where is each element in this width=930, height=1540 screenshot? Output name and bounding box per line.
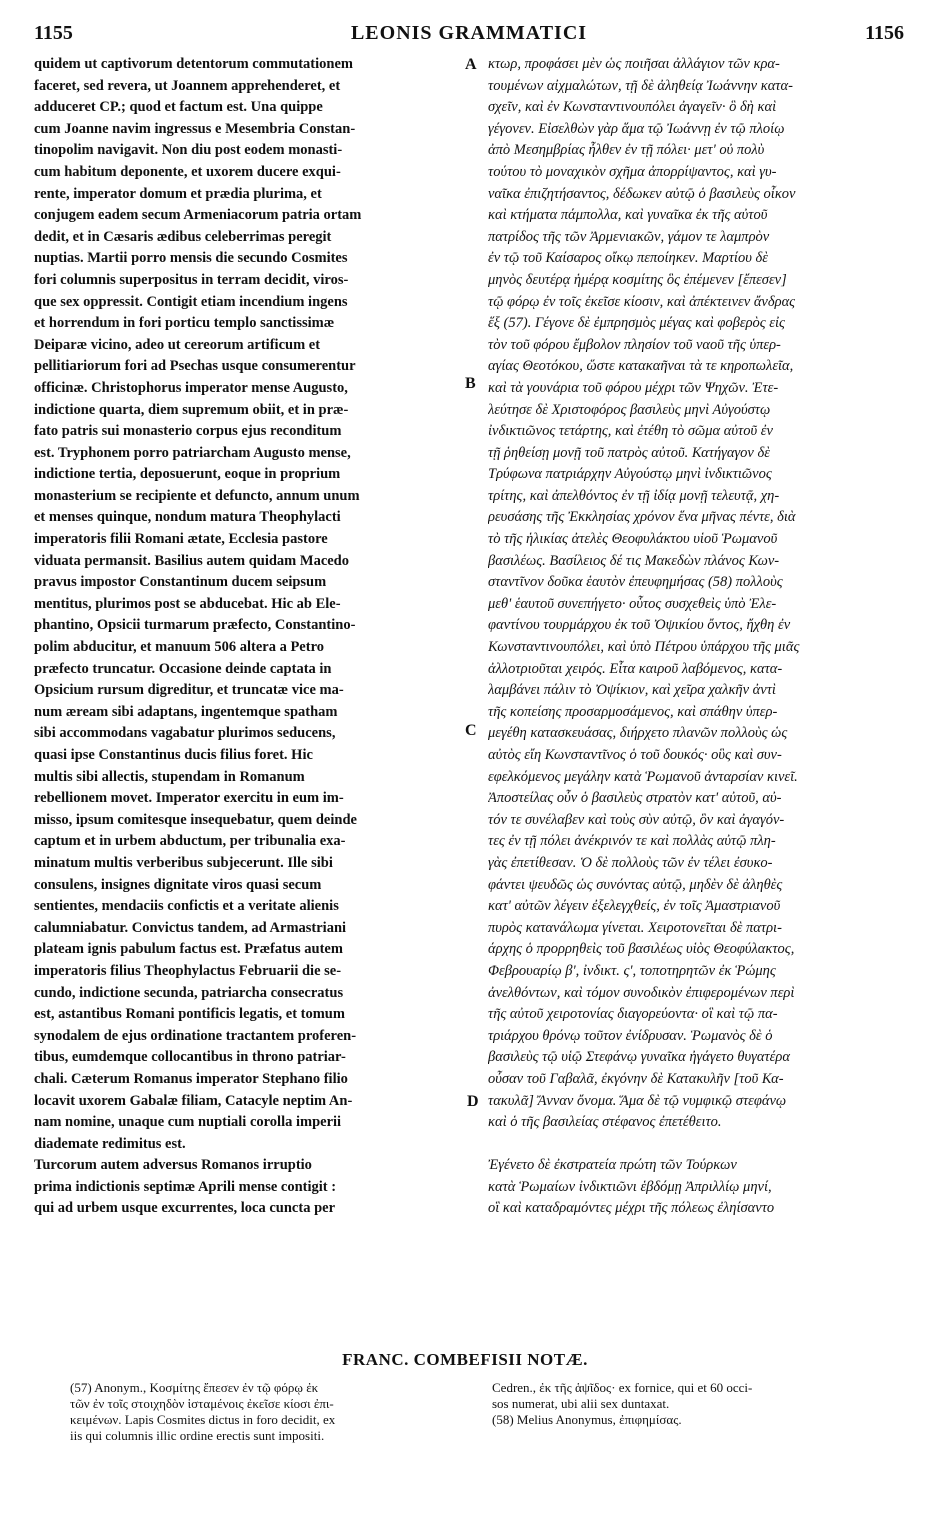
latin-text-line: rente, imperator domum et prædia plurima, et [34, 185, 322, 202]
notes-right-column [492, 1380, 902, 1428]
latin-text-line: cum Joanne navim ingressus e Mesembria Constan- [34, 120, 356, 137]
latin-text-line: polim abducitur, et manuum 506 altera a Petro [34, 639, 324, 656]
latin-text-line: num æream sibi adaptans, ingentemque spatham [34, 703, 338, 720]
note-text-line: iis qui columnis illic ordine erectis sunt impositi. [70, 1428, 325, 1443]
note-text-line: (58) Melius Anonymus, ἐπιφημίσας. [492, 1412, 682, 1427]
greek-text-line: πατρίδος τῆς τῶν Ἀρμενιακῶν, γάμον τε λαμπρὸν [488, 228, 770, 245]
margin-marker-b: B [465, 375, 476, 392]
latin-text-line: prima indictionis septimæ Aprili mense contigit : [34, 1178, 337, 1195]
latin-text-line: et menses quinque, nondum matura Theophylacti [34, 509, 341, 526]
greek-text-line: βασιλεὺς τῷ υἱῷ Στεφάνῳ γυναῖκα ἠγάγετο θυγατέρα [488, 1049, 790, 1066]
greek-text-line: Κωνσταντινουπόλει, καὶ ὑπὸ Πέτρου ὑπάρχου τῆς μιᾶς [488, 639, 800, 656]
latin-text-line: sibi accommodans vagabatur plurimos seducens, [34, 725, 336, 742]
greek-text-line: βασιλέως. Βασίλειος δέ τις Μακεδὼν πλάνος Κων- [488, 552, 780, 569]
latin-text-line: cundo, indictione secunda, patriarcha consecratus [34, 984, 344, 1001]
latin-text-line: tibus, eumdemque collocantibus in throno patriar- [34, 1049, 346, 1066]
greek-text-line: μεγέθη κατασκευάσας, διήρχετο πλανῶν πολλοὺς ὡς [488, 725, 788, 742]
latin-text-line: Deiparæ vicino, adeo ut cereorum artificum et [34, 336, 321, 353]
latin-text-line: multis sibi allectis, stupendam in Romanum [34, 768, 305, 785]
greek-text-line: φαντίνου τουρμάρχου ἐκ τοῦ Ὀψικίου ὄντος, ἤχθη ἐν [488, 617, 791, 634]
latin-text-line: officinæ. Christophorus imperator mense Augusto, [34, 379, 348, 396]
greek-text-line [488, 1134, 898, 1156]
greek-text-line: τὸ τῆς ἡλικίας ἀτελὲς Θεοφυλάκτου υἱοῦ Ῥωμανοῦ [488, 531, 778, 548]
page-number-left: 1155 [34, 22, 73, 44]
greek-text-line: Τρύφωνα πατριάρχην Αὐγούστῳ μηνὶ ἰνδικτιῶνος [488, 466, 772, 483]
greek-text-line: κατὰ Ῥωμαίων ἰνδικτιῶνι ἑβδόμῃ Ἀπριλλίῳ μηνί, [488, 1178, 772, 1195]
latin-text-line: captum et in urbem abductum, per tribunalia exa- [34, 833, 346, 850]
greek-text-line: κτωρ, προφάσει μὲν ὡς ποιῆσαι ἀλλάγιον τῶν κρα- [488, 56, 780, 72]
running-title: LEONIS GRAMMATICI [350, 22, 588, 44]
greek-text-line: καὶ τὰ γουνάρια τοῦ φόρου μέχρι τῶν Ψηχῶν. Ἐτε- [488, 379, 779, 396]
greek-text-line: τόν τε συνέλαβεν καὶ τοὺς σὺν αὐτῷ, ὃν καὶ ἀγαγόν- [488, 811, 785, 828]
latin-text-line: pellitiariorum fori ad Psechas usque consumerentur [34, 358, 356, 375]
greek-text-line: κατ' αὐτῶν λέγειν ἐξελεγχθείς, ἐν τοῖς Ἀμαστριανοῦ [488, 898, 781, 915]
latin-text-line: præfecto truncatur. Occasione deinde captata in [34, 660, 332, 677]
greek-text-line: τούτου τὸ μοναχικὸν σχῆμα ἀπορρίψαντος, καὶ γυ- [488, 163, 777, 180]
greek-text-line: ἀπὸ Μεσημβρίας ἦλθεν ἐν τῇ πόλει· μετ' οὐ πολὺ [488, 142, 765, 159]
note-text-line: Cedren., ἐκ τῆς ἁψῖδος· ex fornice, qui et 60 occi- [492, 1380, 753, 1395]
page-header [34, 22, 904, 48]
latin-text-line: dedit, et in Cæsaris ædibus celeberrimas peregit [34, 228, 332, 245]
greek-text-line: οἳ καὶ καταδραμόντες μέχρι τῆς πόλεως ἐληίσαντο [488, 1200, 775, 1217]
greek-text-line: τῆς κοπείσης προσαρμοσάμενος, καὶ σπάθην ὑπερ- [488, 703, 778, 720]
latin-text-line: synodalem de ejus ordinatione tractantem proferen- [34, 1027, 357, 1044]
greek-text-line: τῆς αὐτοῦ χειροτονίας διαγορεύοντα· οἳ καὶ τῷ πα- [488, 1006, 778, 1023]
note-text-line: κειμένων. Lapis Cosmites dictus in foro decidit, ex [70, 1412, 336, 1427]
greek-text-line: ἀλλοτριοῦται χειρός. Εἶτα καιροῦ λαβόμενος, κατα- [488, 660, 783, 677]
latin-text-line: Turcorum autem adversus Romanos irruptio [34, 1157, 312, 1174]
latin-text-line: nam nomine, unaque cum nuptiali corolla imperii [34, 1114, 342, 1131]
latin-text-line: monasterium se recipiente et defuncto, annum unum [34, 487, 360, 504]
greek-text-line: τριάρχου θρόνῳ τοῦτον ἐνίδρυσαν. Ῥωμανὸς δὲ ὁ [488, 1027, 773, 1044]
greek-text-line: ρευσάσης τῆς Ἐκκλησίας χρόνον ἕνα μῆνας πέντε, διὰ [488, 509, 796, 526]
greek-text-line: καὶ κτήματα πάμπολλα, καὶ γυναῖκα ἐκ τῆς αὐτοῦ [488, 207, 768, 224]
latin-column [34, 54, 462, 1220]
greek-text-line: ἕξ (57). Γέγονε δὲ ἐμπρησμὸς μέγας καὶ φοβερὸς εἰς [488, 315, 785, 332]
greek-text-line: σχεῖν, καὶ ἐν Κωνσταντινουπόλει ἀγαγεῖν· ὃ δὴ καὶ [488, 99, 777, 116]
greek-column [488, 54, 898, 1220]
greek-text-line: αγίας Θεοτόκου, ὥστε κατακαῆναι τὰ τε κηροπωλεῖα, [488, 358, 794, 375]
margin-marker-d: D [467, 1093, 479, 1110]
greek-text-line: άρχης ὁ προρρηθεὶς τοῦ βασιλέως υἱὸς Θεοφύλακτος, [488, 941, 795, 958]
greek-text-line: μεθ' ἑαυτοῦ συνεπήγετο· οὗτος συσχεθεὶς ὑπὸ Ἐλε- [488, 595, 777, 612]
latin-text-line: imperatoris filii Romani ætate, Ecclesia pastore [34, 531, 328, 548]
notes-left-column [70, 1380, 470, 1444]
greek-text-line: λαμβάνει πάλιν τὸ Ὀψίκιον, καὶ χεῖρα χαλκῆν ἀντὶ [488, 682, 776, 699]
greek-text-line: τακυλᾶ] Ἄνναν ὄνομα. Ἅμα δὲ τῷ νυμφικῷ στεφάνῳ [488, 1092, 787, 1109]
latin-text-line: tinopolim navigavit. Non diu post eodem monasti- [34, 142, 343, 159]
latin-text-line: et horrendum in fori porticu templo sanctissimæ [34, 315, 335, 332]
latin-text-line: calumniabatur. Convictus tandem, ad Armastriani [34, 919, 347, 936]
latin-text-line: mentitus, plurimos post se abducebat. Hic ab Ele- [34, 595, 341, 612]
latin-text-line: quidem ut captivorum detentorum commutationem [34, 56, 353, 72]
latin-text-line: Opsicium rursum digreditur, et truncatæ vice ma- [34, 682, 344, 699]
page-number-right: 1156 [865, 22, 904, 44]
margin-marker-a: A [465, 56, 477, 73]
latin-text-line: est. Tryphonem porro patriarcham Augusto mense, [34, 444, 351, 461]
latin-text-line: minatum multis verberibus subjecerunt. Ille sibi [34, 854, 333, 871]
latin-text-line: indictione quarta, diem supremum obiit, et in præ- [34, 401, 349, 418]
latin-text-line: locavit uxorem Gabalæ filiam, Catacyle neptim An- [34, 1092, 353, 1109]
latin-text-line: conjugem eadem secum Armeniacorum patria ortam [34, 207, 362, 224]
latin-text-line: nuptias. Martii porro mensis die secundo Cosmites [34, 250, 348, 267]
greek-text-line: Ἀποστείλας οὖν ὁ βασιλεὺς στρατὸν κατ' αὐτοῦ, αὐ- [488, 790, 782, 807]
greek-text-line: ἐν τῷ τοῦ Καίσαρος οἴκῳ πεποίηκεν. Μαρτίου δὲ [488, 250, 768, 267]
greek-text-line: πυρὸς κατανάλωμα γίνεται. Χειροτονεῖται δὲ πατρι- [488, 919, 782, 936]
latin-text-line: misso, ipsum comitesque insequebatur, quem deinde [34, 811, 357, 828]
greek-text-line: γέγονεν. Εἰσελθὼν γὰρ ἅμα τῷ Ἰωάννῃ ἐν τῷ πλοίῳ [488, 120, 785, 137]
latin-text-line: cum habitum deponente, et uxorem ducere exqui- [34, 163, 341, 180]
greek-text-line: ἀνελθόντων, καὶ τόμον συνοδικὸν ἐπιφερομένων περὶ [488, 984, 795, 1001]
latin-text-line: indictione tertia, deposuerunt, eoque in proprium [34, 466, 341, 483]
greek-text-line: Ἐγένετο δὲ ἐκστρατεία πρώτη τῶν Τούρκων [488, 1157, 737, 1174]
note-text-line: τῶν ἐν τοῖς στοιχηδὸν ἱσταμένοις ἐκεῖσε κίοσι ἐπι- [70, 1396, 334, 1411]
latin-text-line: adduceret CP.; quod et factum est. Una quippe [34, 99, 323, 116]
margin-marker-c: C [465, 722, 477, 739]
greek-text-line: αὐτὸς εἴη Κωνσταντῖνος ὁ τοῦ δουκός· οὓς καὶ συν- [488, 747, 782, 763]
greek-text-line: γὰς ἐπετίθεσαν. Ὁ δὲ πολλοὺς τῶν ἐν τέλει ἐσυκο- [488, 854, 773, 871]
greek-text-line: λεύτησε δὲ Χριστοφόρος βασιλεὺς μηνὶ Αὐγούστῳ [488, 401, 771, 418]
latin-text-line: plateam ignis pabulum factus est. Præfatus autem [34, 941, 343, 958]
greek-text-line: καὶ ὁ τῆς βασιλείας στέφανος ἐπετέθειτο. [488, 1114, 722, 1131]
latin-text-line: faceret, sed revera, ut Joannem apprehenderet, et [34, 77, 341, 94]
latin-text-line: consulens, insignes dignitate viros quasi secum [34, 876, 322, 893]
greek-text-line: οὖσαν τοῦ Γαβαλᾶ, ἐκγόνην δὲ Κατακυλῆν [τοῦ Κα- [488, 1070, 784, 1087]
greek-text-line: μηνὸς δευτέρᾳ ἡμέρᾳ κοσμίτης ὃς ἐπέμενεν [ἔπεσεν] [488, 271, 787, 288]
note-text-line: sos numerat, ubi alii sex duntaxat. [492, 1396, 670, 1411]
greek-text-line: τὸν τοῦ φόρου ἔμβολον πλησίον τοῦ ναοῦ τῆς ὑπερ- [488, 336, 781, 353]
latin-text-line: qui ad urbem usque excurrentes, loca cuncta per [34, 1200, 336, 1217]
greek-text-line: τουμένων αἰχμαλώτων, τῇ δὲ ἀληθείᾳ Ἰωάννην κατα- [488, 77, 793, 94]
latin-text-line: pravus impostor Constantinum ducem seipsum [34, 574, 327, 591]
latin-text-line: viduata permansit. Basilius autem quidam Macedo [34, 552, 349, 569]
notes-heading: FRANC. COMBEFISII NOTÆ. [342, 1350, 588, 1369]
latin-text-line: rebellionem movet. Imperator exercitu in eum im- [34, 790, 344, 807]
greek-text-line: τρίτης, καὶ ἀπελθόντος ἐν τῇ ἰδίᾳ μονῇ τελευτᾷ, χη- [488, 487, 780, 504]
greek-text-line: σταντῖνον δοῦκα ἑαυτὸν ἐπευφημήσας (58) πολλοὺς [488, 574, 783, 591]
greek-text-line: τες ἐν τῇ πόλει ἀνέκρινόν τε καὶ πολλὰς αὐτῷ πλη- [488, 833, 776, 850]
latin-text-line: diademate redimitus est. [34, 1135, 186, 1152]
latin-text-line: est, astantibus Romani pontificis legatis, et tomum [34, 1006, 345, 1023]
greek-text-line: τῷ φόρῳ ἐν τοῖς ἐκεῖσε κίοσιν, καὶ ἀπέκτεινεν ἄνδρας [488, 293, 796, 310]
greek-text-line: ναῖκα ἐπιζητήσαντος, δέδωκεν αὐτῷ ὁ βασιλεὺς οἶκον [488, 185, 796, 202]
greek-text-line: φάντει ψευδῶς ὡς συνόντας αὐτῷ, μηδὲν δὲ ἀληθὲς [488, 876, 783, 893]
greek-text-line: Φεβρουαρίῳ β', ἰνδικτ. ς', τοποτηρητῶν ἐκ Ῥώμης [488, 962, 776, 979]
latin-text-line: chali. Cæterum Romanus imperator Stephano filio [34, 1070, 348, 1087]
latin-text-line: imperatoris filius Theophylactus Februarii die se- [34, 962, 342, 979]
latin-text-line: sentientes, mendaciis confictis et a veritate alienis [34, 898, 339, 915]
greek-text-line: ἰνδικτιῶνος τετάρτης, καὶ ἐτέθη τὸ σῶμα αὐτοῦ ἐν [488, 423, 773, 440]
latin-text-line: que sex oppressit. Contigit etiam incendium ingens [34, 293, 348, 310]
latin-text-line: fato patris sui monasterio corpus ejus reconditum [34, 423, 342, 440]
latin-text-line: fori columnis superpositus in terram decidit, viros- [34, 271, 349, 288]
greek-text-line: εφελκόμενος μεγάλην κατὰ Ῥωμανοῦ ἀνταρσίαν κινεῖ. [488, 768, 798, 785]
latin-text-line: quasi ipse Constantinus ducis filius foret. Hic [34, 747, 313, 763]
note-text-line: (57) Anonym., Κοσμίτης ἔπεσεν ἐν τῷ φόρῳ ἐκ [70, 1380, 319, 1395]
latin-text-line: phantino, Opsicii turmarum præfecto, Constantino- [34, 617, 356, 634]
greek-text-line: τῇ ῥηθείσῃ μονῇ τοῦ πατρὸς αὐτοῦ. Κατήγαγον δὲ [488, 444, 770, 461]
